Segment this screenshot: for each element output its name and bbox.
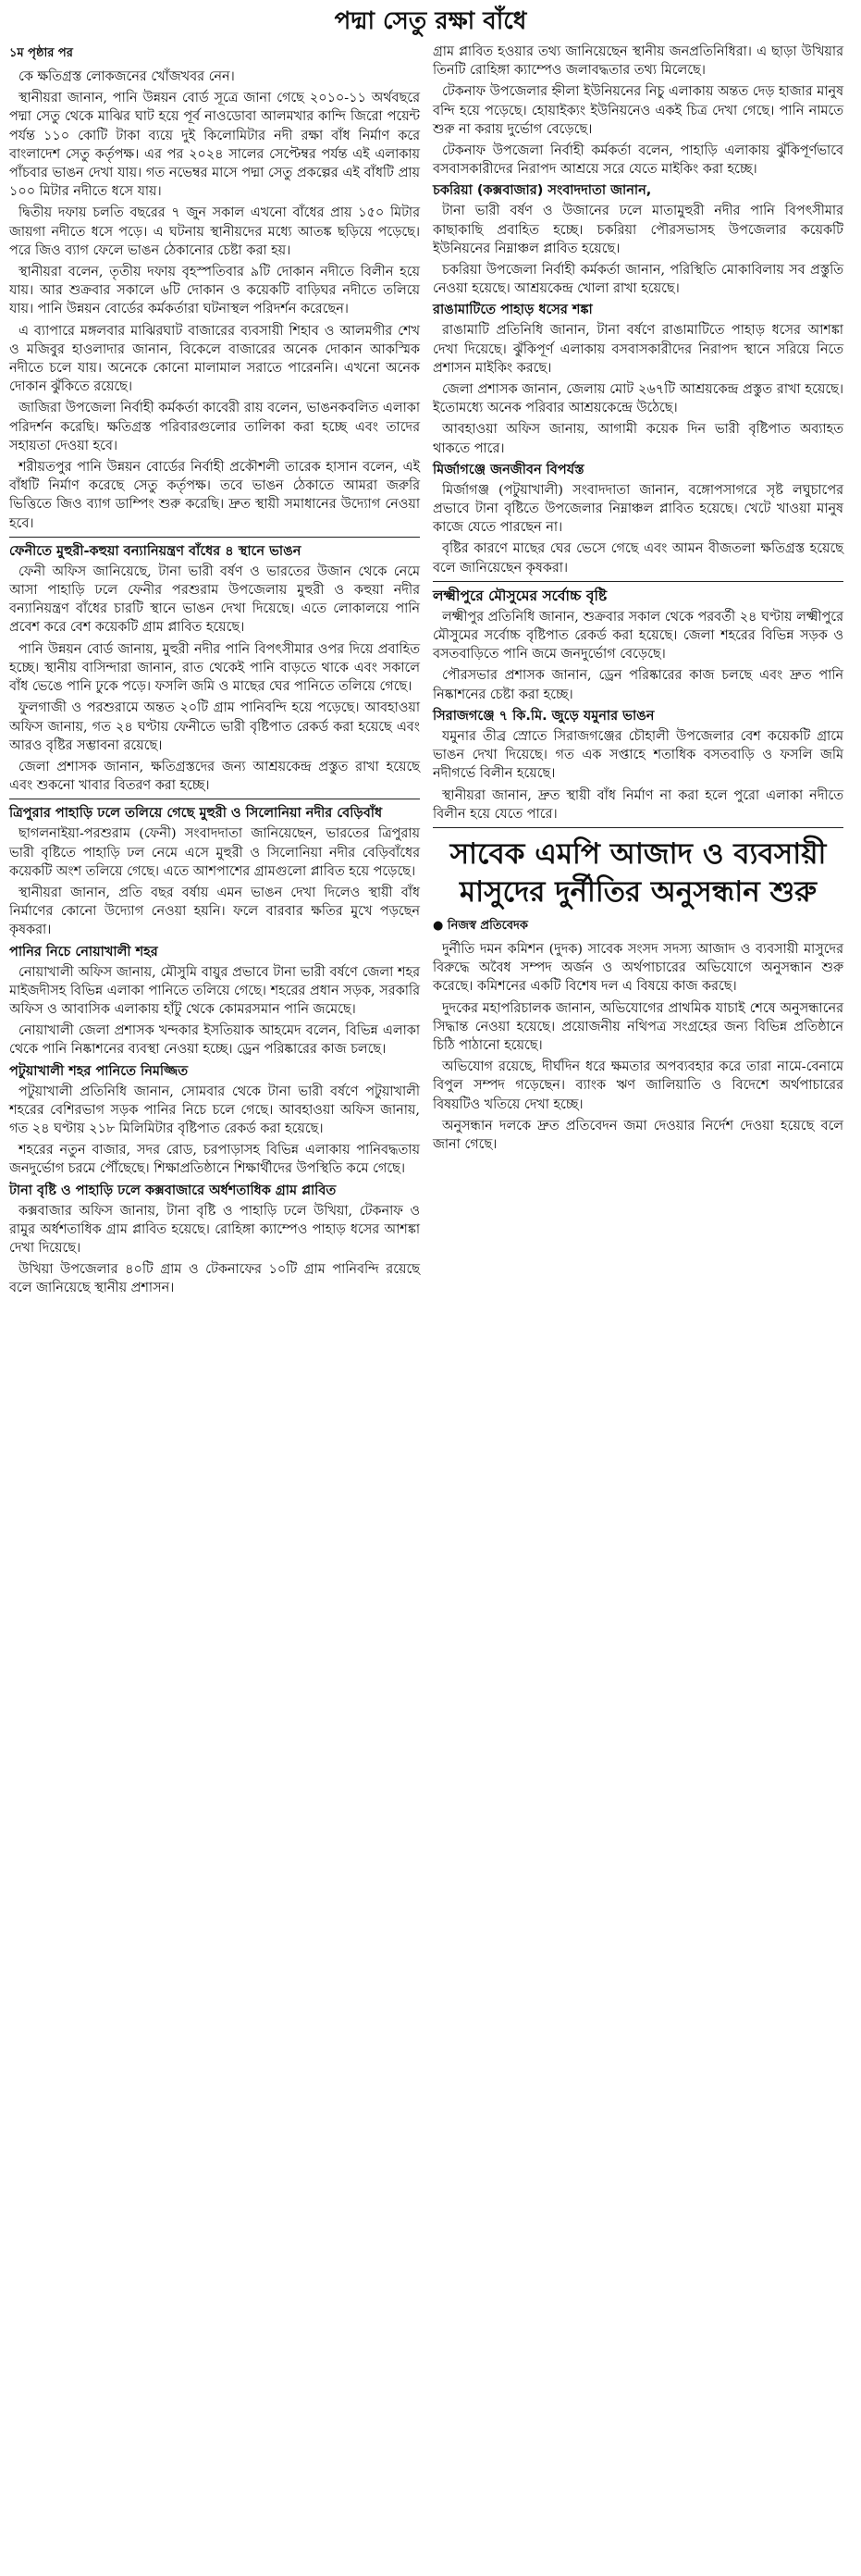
- subheading-coxsbazar: টানা বৃষ্টি ও পাহাড়ি ঢলে কক্সবাজারে অর্ধশতাধিক গ্রাম প্লাবিত: [9, 1183, 337, 1198]
- paragraph: নোয়াখালী অফিস জানায়, মৌসুমি বায়ুর প্রভাবে টানা ভারী বর্ষণে জেলা শহর মাইজদীসহ বিভিন্ন এলাকা পানিতে তলিয়ে গেছে। শহরের প্রধান সড়ক, সরকারি অফিস ও আবাসিক এলাকায় হাঁটু থেকে কোমরসমান পানি জমেছে।: [9, 964, 420, 1017]
- intro-paragraphs: [9, 68, 420, 533]
- paragraph: দুদকের মহাপরিচালক জানান, অভিযোগের প্রাথমিক যাচাই শেষে অনুসন্ধানের সিদ্ধান্ত নেওয়া হয়েছে। প্রয়োজনীয় নথিপত্র সংগ্রহের জন্য বিভিন্ন প্রতিষ্ঠানে চিঠি পাঠানো হয়েছে।: [433, 1000, 843, 1053]
- paragraph: স্থানীয়রা জানান, প্রতি বছর বর্ষায় এমন ভাঙন দেখা দিলেও স্থায়ী বাঁধ নির্মাণের কোনো উদ্যোগ নেওয়া হয়নি। ফলে বারবার ক্ষতির মুখে পড়ছেন কৃষকরা।: [9, 885, 420, 938]
- paragraph: জেলা প্রশাসক জানান, ক্ষতিগ্রস্তদের জন্য আশ্রয়কেন্দ্র প্রস্তুত রাখা হয়েছে এবং শুকনো খাবার বিতরণ করা হচ্ছে।: [9, 759, 420, 794]
- paragraph: গ্রাম প্লাবিত হওয়ার তথ্য জানিয়েছেন স্থানীয় জনপ্রতিনিধিরা। এ ছাড়া উখিয়ার তিনটি রোহিঙ্গা ক্যাম্পেও জলাবদ্ধতার তথ্য মিলেছে।: [433, 44, 843, 79]
- divider: [9, 537, 420, 538]
- paragraph: যমুনার তীব্র স্রোতে সিরাজগঞ্জের চৌহালী উপজেলার বেশ কয়েকটি গ্রামে ভাঙন দেখা দিয়েছে। গত এক সপ্তাহে শতাধিক বসতবাড়ি ও ফসলি জমি নদীগর্ভে বিলীন হয়েছে।: [433, 728, 843, 782]
- byline: ● নিজস্ব প্রতিবেদক: [433, 918, 528, 933]
- paragraph: শরীয়তপুর পানি উন্নয়ন বোর্ডের নির্বাহী প্রকৌশলী তারেক হাসান বলেন, এই বাঁধটি নির্মাণ করেছে সেতু কর্তৃপক্ষ। তবে ভাঙন ঠেকাতে আমরা জরুরি ভিত্তিতে জিও ব্যাগ ডাম্পিং শুরু করেছি। দ্রুত স্থায়ী সমাধানের উদ্যোগ নেওয়া হবে।: [9, 460, 420, 531]
- paragraph: পৌরসভার প্রশাসক জানান, ড্রেন পরিষ্কারের কাজ চলছে এবং দ্রুত পানি নিষ্কাশনের চেষ্টা করা হচ্ছে।: [433, 668, 843, 702]
- subheading-chakaria: চকরিয়া (কক্সবাজার) সংবাদদাতা জানান,: [433, 183, 652, 199]
- paragraph: অভিযোগ রয়েছে, দীর্ঘদিন ধরে ক্ষমতার অপব্যবহার করে তারা নামে-বেনামে বিপুল সম্পদ গড়েছেন। ব্যাংক ঋণ জালিয়াতি ও বিদেশে অর্থপাচারের বিষয়টিও খতিয়ে দেখা হচ্ছে।: [433, 1059, 843, 1112]
- paragraph: স্থানীয়রা জানান, দ্রুত স্থায়ী বাঁধ নির্মাণ না করা হলে পুরো এলাকা নদীতে বিলীন হয়ে যেতে পারে।: [433, 787, 843, 822]
- paragraph: ফুলগাজী ও পরশুরামে অন্তত ২০টি গ্রাম পানিবন্দি হয়ে পড়েছে। আবহাওয়া অফিস জানায়, গত ২৪ ঘণ্টায় ফেনীতে ভারী বৃষ্টিপাত রেকর্ড করা হয়েছে এবং আরও বৃষ্টির সম্ভাবনা রয়েছে।: [9, 700, 420, 753]
- paragraph: কে ক্ষতিগ্রস্ত লোকজনের খোঁজখবর নেন।: [18, 69, 235, 84]
- paragraph: উখিয়া উপজেলার ৪০টি গ্রাম ও টেকনাফের ১০টি গ্রাম পানিবন্দি রয়েছে বলে জানিয়েছে স্থানীয় প্রশাসন।: [9, 1262, 420, 1296]
- paragraph: জাজিরা উপজেলা নির্বাহী কর্মকর্তা কাবেরী রায় বলেন, ভাঙনকবলিত এলাকা পরিদর্শন করেছি। ক্ষতিগ্রস্ত পরিবারগুলোর তালিকা করা হচ্ছে এবং তাদের সহায়তা দেওয়া হবে।: [9, 401, 420, 453]
- continuation-label: ১ম পৃষ্ঠার পর: [9, 46, 73, 60]
- left-column: [9, 43, 420, 1301]
- paragraph: নোয়াখালী জেলা প্রশাসক খন্দকার ইসতিয়াক আহমেদ বলেন, বিভিন্ন এলাকা থেকে পানি নিষ্কাশনের ব্যবস্থা নেওয়া হচ্ছে। ড্রেন পরিষ্কারের কাজ চলছে।: [9, 1023, 420, 1058]
- paragraph: স্থানীয়রা বলেন, তৃতীয় দফায় বৃহস্পতিবার ৯টি দোকান নদীতে বিলীন হয়ে যায়। আর শুক্রবার সকালে ৬টি দোকান ও কয়েকটি বাড়িঘর নদীতে তলিয়ে যায়। পানি উন্নয়ন বোর্ডের কর্মকর্তারা ঘটনাস্থল পরিদর্শন করেছেন।: [9, 265, 420, 317]
- subheading-sirajganj: সিরাজগঞ্জে ৭ কি.মি. জুড়ে যমুনার ভাঙন: [433, 708, 655, 724]
- divider: [433, 827, 843, 828]
- paragraph: দুর্নীতি দমন কমিশন (দুদক) সাবেক সংসদ সদস্য আজাদ ও ব্যবসায়ী মাসুদের বিরুদ্ধে অবৈধ সম্পদ অর্জন ও অর্থপাচারের অভিযোগে অনুসন্ধান শুরু করেছে। কমিশনের একটি বিশেষ দল এ বিষয়ে কাজ করছে।: [433, 941, 843, 995]
- paragraph: মির্জাগঞ্জ (পটুয়াখালী) সংবাদদাতা জানান, বঙ্গোপসাগরে সৃষ্ট লঘুচাপের প্রভাবে টানা বৃষ্টিতে উপজেলার নিম্নাঞ্চল প্লাবিত হয়েছে। খেটে খাওয়া মানুষ কাজে যেতে পারছেন না।: [433, 482, 843, 536]
- columns: [9, 43, 852, 1301]
- paragraph: দ্বিতীয় দফায় চলতি বছরের ৭ জুন সকাল এখনো বাঁধের প্রায় ১৫০ মিটার জায়গা নদীতে ধসে পড়ে। এ ঘটনায় স্থানীয়দের মধ্যে আতঙ্ক ছড়িয়ে পড়েছে। পরে জিও ব্যাগ ফেলে ভাঙন ঠেকানোর চেষ্টা করা হয়।: [9, 205, 420, 258]
- paragraph: রাঙামাটি প্রতিনিধি জানান, টানা বর্ষণে রাঙামাটিতে পাহাড় ধসের আশঙ্কা দেখা দিয়েছে। ঝুঁকিপূর্ণ এলাকায় বসবাসকারীদের নিরাপদ স্থানে সরিয়ে নিতে প্রশাসন মাইকিং করছে।: [433, 323, 843, 376]
- paragraph: চকরিয়া উপজেলা নির্বাহী কর্মকর্তা জানান, পরিস্থিতি মোকাবিলায় সব প্রস্তুতি নেওয়া হয়েছে। আশ্রয়কেন্দ্র খোলা রাখা হয়েছে।: [433, 263, 843, 297]
- paragraph: ছাগলনাইয়া-পরশুরাম (ফেনী) সংবাদদাতা জানিয়েছেন, ভারতের ত্রিপুরায় ভারী বৃষ্টিতে পাহাড়ি ঢল নেমে এসে মুহুরী ও সিলোনিয়া নদীর বেড়িবাঁধের কয়েকটি অংশ তলিয়ে গেছে। এতে আশপাশের গ্রামগুলো প্লাবিত হয়ে পড়েছে।: [9, 826, 420, 879]
- paragraph: এ ব্যাপারে মঙ্গলবার মাঝিরঘাট বাজারের ব্যবসায়ী শিহাব ও আলমগীর শেখ ও মজিবুর হাওলাদার জানান, বিকেলে বাজারের অনেক দোকান আকস্মিক নদীতে চলে যায়। অনেকে কোনো মালামাল সরাতে পারেননি। এখনো অনেক দোকান ঝুঁকিতে রয়েছে।: [9, 323, 420, 395]
- paragraph: পানি উন্নয়ন বোর্ড জানায়, মুহুরী নদীর পানি বিপৎসীমার ওপর দিয়ে প্রবাহিত হচ্ছে। স্থানীয় বাসিন্দারা জানান, রাত থেকেই পানি বাড়তে থাকে এবং সকালে বাঁধ ভেঙে পানি ঢুকে পড়ে। ফসলি জমি ও মাছের ঘের পানিতে তলিয়ে গেছে।: [9, 641, 420, 695]
- subheading-lakshmipur: লক্ষ্মীপুরে মৌসুমের সর্বোচ্চ বৃষ্টি: [433, 587, 608, 604]
- paragraph: টেকনাফ উপজেলা নির্বাহী কর্মকর্তা বলেন, পাহাড়ি এলাকায় ঝুঁকিপূর্ণভাবে বসবাসকারীদের নিরাপদ আশ্রয়ে সরে যেতে মাইকিং করা হচ্ছে।: [433, 143, 843, 178]
- subheading-patuakhali: পটুয়াখালী শহর পানিতে নিমজ্জিত: [9, 1063, 189, 1079]
- paragraph: টেকনাফ উপজেলার হ্নীলা ইউনিয়নের নিচু এলাকায় অন্তত দেড় হাজার মানুষ বন্দি হয়ে পড়েছে। হোয়াইক্যং ইউনিয়নেও একই চিত্র দেখা গেছে। পানি নামতে শুরু না করায় দুর্ভোগ বেড়েছে।: [433, 84, 843, 137]
- subheading-mirzaganj: মির্জাগঞ্জে জনজীবন বিপর্যস্ত: [433, 462, 584, 477]
- paragraph: শহরের নতুন বাজার, সদর রোড, চরপাড়াসহ বিভিন্ন এলাকায় পানিবদ্ধতায় জনদুর্ভোগ চরমে পৌঁছেছে। শিক্ষাপ্রতিষ্ঠানে শিক্ষার্থীদের উপস্থিতি কমে গেছে।: [9, 1143, 420, 1177]
- subheading-rangamati: রাঙামাটিতে পাহাড় ধসের শঙ্কা: [433, 303, 593, 318]
- page-headline: পদ্মা সেতু রক্ষা বাঁধে: [334, 7, 527, 35]
- subheading-feni: ফেনীতে মুহুরী-কহুয়া বন্যানিয়ন্ত্রণ বাঁধের ৪ স্থানে ভাঙন: [9, 543, 301, 559]
- subheading-tripura: ত্রিপুরার পাহাড়ি ঢলে তলিয়ে গেছে মুহুরী ও সিলোনিয়া নদীর বেড়িবাঁধ: [9, 806, 383, 822]
- right-column: [433, 43, 843, 1301]
- paragraph: আবহাওয়া অফিস জানায়, আগামী কয়েক দিন ভারী বৃষ্টিপাত অব্যাহত থাকতে পারে।: [433, 422, 843, 456]
- paragraph: বৃষ্টির কারণে মাছের ঘের ভেসে গেছে এবং আমন বীজতলা ক্ষতিগ্রস্ত হয়েছে বলে জানিয়েছেন কৃষকরা।: [433, 541, 843, 576]
- paragraph: অনুসন্ধান দলকে দ্রুত প্রতিবেদন জমা দেওয়ার নির্দেশ দেওয়া হয়েছে বলে জানা গেছে।: [433, 1118, 843, 1152]
- paragraph: স্থানীয়রা জানান, পানি উন্নয়ন বোর্ড সূত্রে জানা গেছে ২০১০-১১ অর্থবছরে পদ্মা সেতু থেকে মাঝির ঘাট হয়ে পূর্ব নাওডোবা আলমখার কান্দি জিরো পয়েন্ট পর্যন্ত ১১০ কোটি টাকা ব্যয়ে দুই কিলোমিটার নদী রক্ষা বাঁধ নির্মাণ করে বাংলাদেশ সেতু কর্তৃপক্ষ। এর পর ২০২৪ সালের সেপ্টেম্বর পর্যন্ত এই এলাকায় পাঁচবার ভাঙন দেখা যায়। গত নভেম্বর মাসে পদ্মা সেতু প্রকল্পের এই বাঁধটি প্রায় ১০০ মিটার নদীতে ধসে যায়।: [9, 91, 420, 200]
- paragraph: লক্ষ্মীপুর প্রতিনিধি জানান, শুক্রবার সকাল থেকে পরবর্তী ২৪ ঘণ্টায় লক্ষ্মীপুরে মৌসুমের সর্বোচ্চ বৃষ্টিপাত রেকর্ড করা হয়েছে। জেলা শহরের বিভিন্ন সড়ক ও বসতবাড়িতে পানি জমে জনদুর্ভোগ বেড়েছে।: [433, 609, 843, 663]
- paragraph: টানা ভারী বর্ষণ ও উজানের ঢলে মাতামুহুরী নদীর পানি বিপৎসীমার কাছাকাছি প্রবাহিত হচ্ছে। চকরিয়া পৌরসভাসহ উপজেলার কয়েকটি ইউনিয়নের নিম্নাঞ্চল প্লাবিত হয়েছে।: [433, 204, 843, 256]
- subheading-noakhali: পানির নিচে নোয়াখালী শহর: [9, 944, 158, 960]
- paragraph: পটুয়াখালী প্রতিনিধি জানান, সোমবার থেকে টানা ভারী বর্ষণে পটুয়াখালী শহরের বেশিরভাগ সড়ক পানির নিচে চলে গেছে। আবহাওয়া অফিস জানায়, গত ২৪ ঘণ্টায় ২১৮ মিলিমিটার বৃষ্টিপাত রেকর্ড করা হয়েছে।: [9, 1084, 420, 1136]
- paragraph: জেলা প্রশাসক জানান, জেলায় মোট ২৬৭টি আশ্রয়কেন্দ্র প্রস্তুত রাখা হয়েছে। ইতোমধ্যে অনেক পরিবার আশ্রয়কেন্দ্রে উঠেছে।: [433, 382, 843, 416]
- paragraph: কক্সবাজার অফিস জানায়, টানা বৃষ্টি ও পাহাড়ি ঢলে উখিয়া, টেকনাফ ও রামুর অর্ধশতাধিক গ্রাম প্লাবিত হয়েছে। রোহিঙ্গা ক্যাম্পেও পাহাড় ধসের আশঙ্কা দেখা দিয়েছে।: [9, 1203, 420, 1256]
- divider: [433, 581, 843, 582]
- paragraph: ফেনী অফিস জানিয়েছে, টানা ভারী বর্ষণ ও ভারতের উজান থেকে নেমে আসা পাহাড়ি ঢলে ফেনীর পরশুরাম উপজেলায় মুহুরী ও কহুয়া নদীর বন্যানিয়ন্ত্রণ বাঁধের চারটি স্থানে ভাঙন দেখা দিয়েছে। এতে লোকালয়ে পানি প্রবেশ করে বেশ কয়েকটি গ্রাম প্লাবিত হয়েছে।: [9, 564, 420, 636]
- article-headline: সাবেক এমপি আজাদ ও ব্যবসায়ী মাসুদের দুর্নীতির অনুসন্ধান শুরু: [449, 836, 827, 909]
